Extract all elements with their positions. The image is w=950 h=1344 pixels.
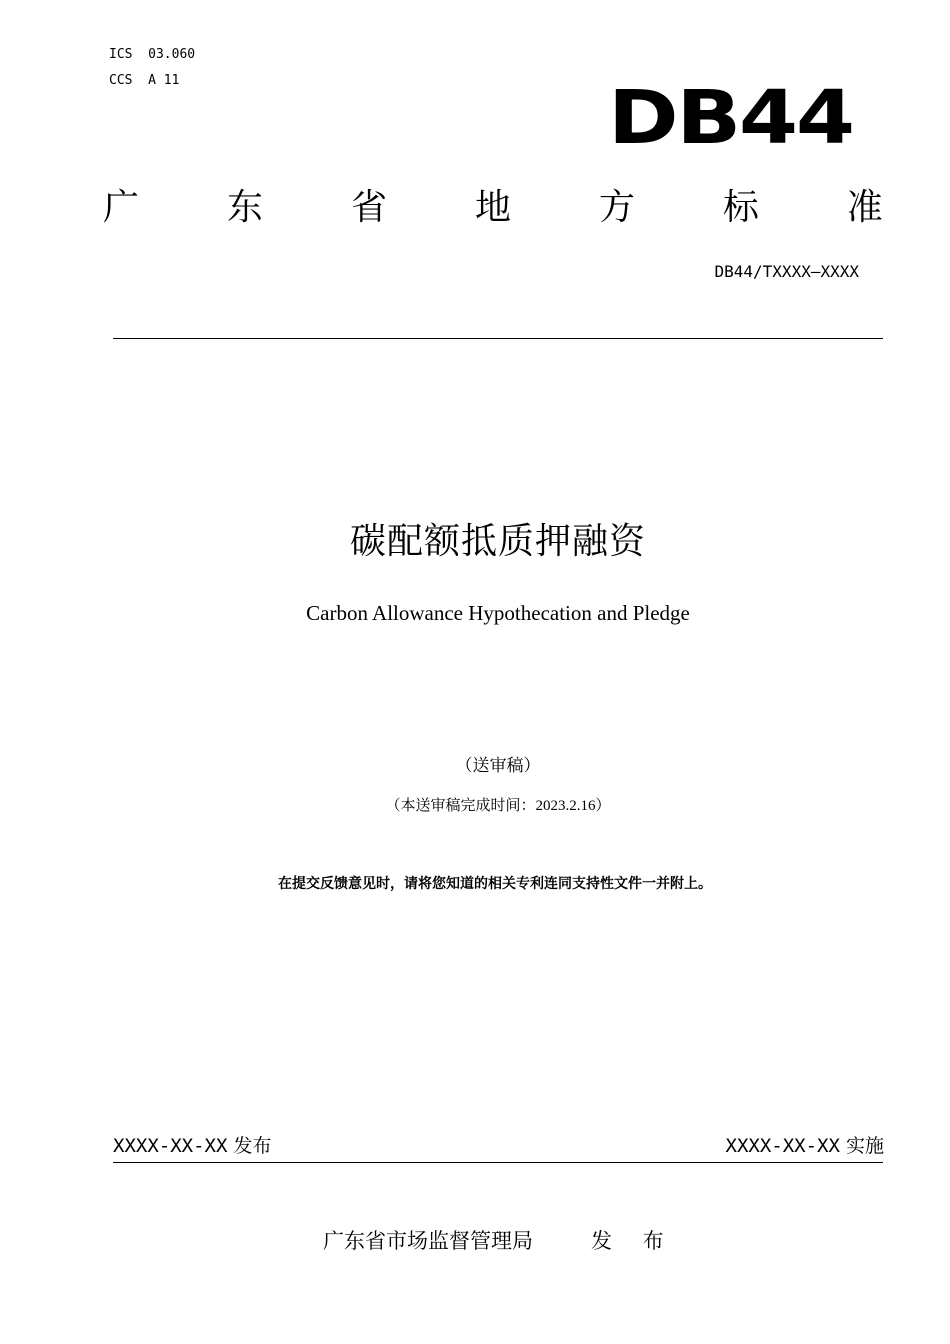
standard-type-char: 东: [226, 187, 263, 228]
standard-type-char: 准: [846, 187, 883, 228]
ccs-code: CCS A 11: [109, 73, 180, 88]
standard-type-char: 广: [103, 187, 140, 228]
ics-code: ICS 03.060: [109, 47, 196, 62]
issue-date: [113, 1132, 271, 1160]
draft-completion-date: （本送审稿完成时间：2023.2.16）: [385, 798, 611, 814]
top-divider: [113, 338, 883, 339]
implementation-date-label: 实施: [845, 1135, 884, 1157]
standard-type-char: 方: [598, 187, 635, 228]
standard-type-char: 地: [474, 187, 511, 228]
standard-type-char: 省: [350, 187, 387, 228]
document-title-chinese: 碳配额抵质押融资: [349, 521, 646, 562]
issue-date-label: 发布: [233, 1135, 272, 1157]
publish-label: 发 布: [591, 1229, 676, 1253]
patent-notice: 在提交反馈意见时，请将您知道的相关专利连同支持性文件一并附上。: [278, 876, 712, 892]
implementation-date: [726, 1132, 884, 1160]
draft-status-label: （送审稿）: [455, 756, 541, 775]
issue-date-value: XXXX-XX-XX: [113, 1135, 228, 1157]
implementation-date-value: XXXX-XX-XX: [725, 1135, 840, 1157]
standard-type-char: 标: [722, 187, 759, 228]
standard-code-logo: DB44: [608, 75, 853, 161]
bottom-divider: [113, 1162, 883, 1163]
publisher-name: 广东省市场监督管理局: [323, 1229, 533, 1253]
standard-type-heading: [103, 183, 883, 233]
document-title-english: Carbon Allowance Hypothecation and Pledge: [306, 601, 690, 625]
standard-number: DB44/TXXXX—XXXX: [714, 262, 859, 281]
